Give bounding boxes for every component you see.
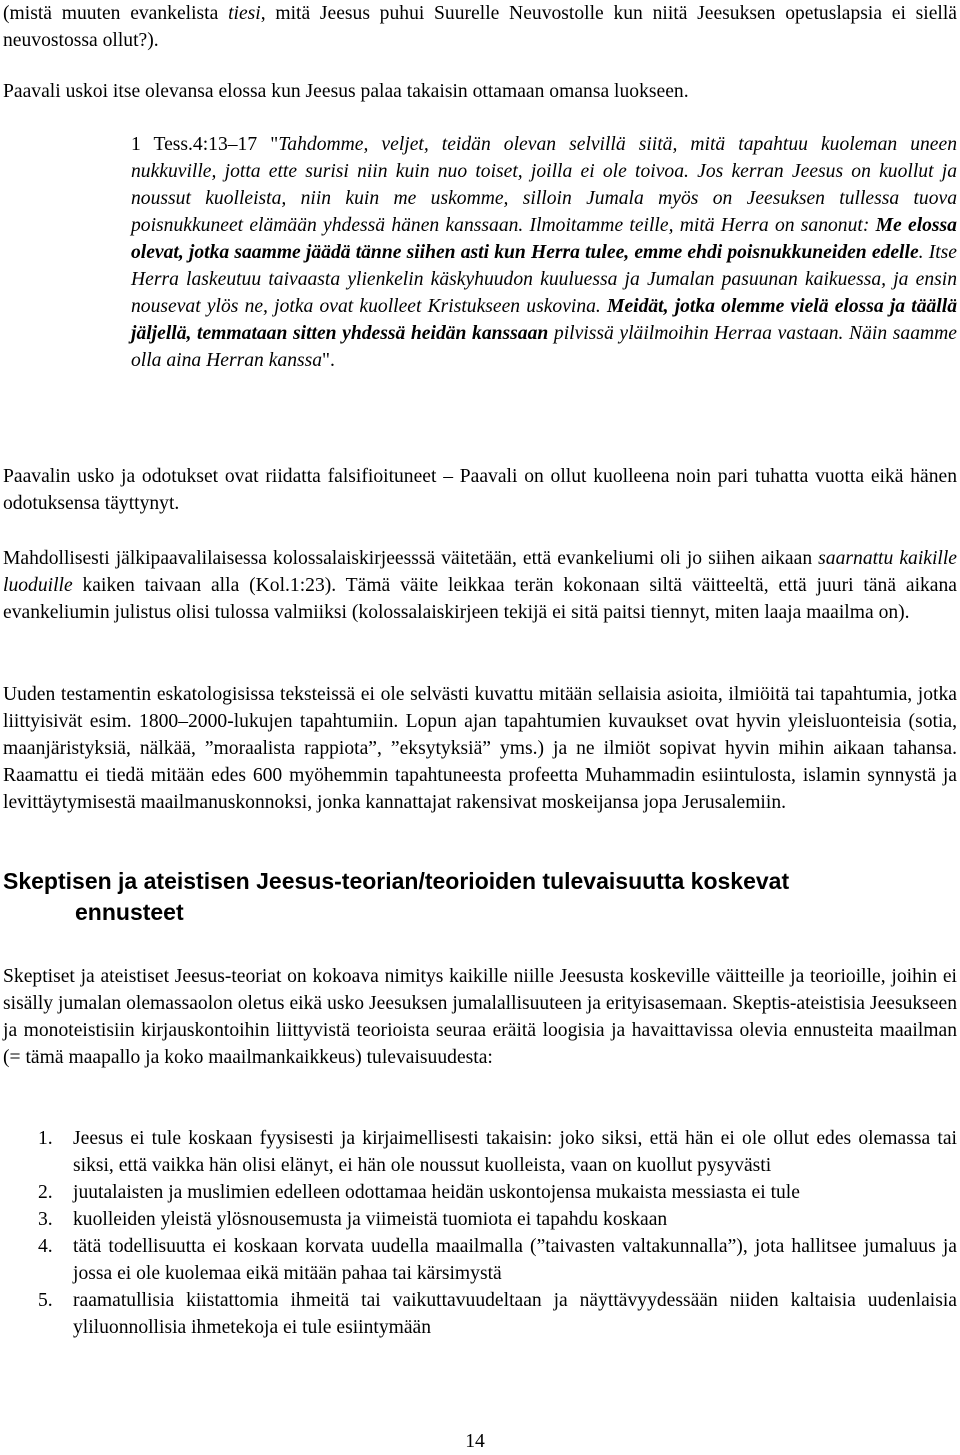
quote-emphasis: Meidät, jotka olemme vielä elossa ja täällä jäljellä, temmataan sitten yhdessä heidän kanssaan: [131, 296, 957, 344]
quote-text: pilvissä yläilmoihin Herraa vastaan. Näin saamme olla aina Herran kanssa: [131, 323, 957, 371]
text-run: , mitä Jeesus puhui Suurelle Neuvostolle kun niitä Jeesuksen opetuslapsia ei siellä neuvostossa ollut?).: [3, 3, 957, 51]
quote-text: . Itse Herra laskeutuu taivaasta ylienkelin käskyhuudon kuuluessa ja Jumalan pasuunan kaikuessa, ja ensin nousevat ylös ne, jotka ovat kuolleet Kristukseen uskovina.: [131, 242, 957, 317]
text-run: kaiken taivaan alla (Kol.1:23). Tämä väite leikkaa terän kokonaan siltä väitteeltä, että juuri tänä aikana evankeliumin julistus olisi tulossa valmiiksi (kolossalaiskirjeen tekijä ei sitä paitsi tiennyt, miten laaja maailma on).: [3, 575, 957, 623]
text-run: Mahdollisesti jälkipaavalilaisessa kolossalaiskirjeesssä väitetään, että evankeliumi oli jo siihen aikaan: [3, 548, 819, 569]
heading-line: Skeptisen ja ateistisen Jeesus-teorian/teorioiden tulevaisuutta koskevat: [3, 868, 790, 894]
list-item: [38, 1179, 957, 1206]
quote-close: ".: [322, 350, 335, 371]
list-text: tätä todellisuutta ei koskaan korvata uudella maailmalla (”taivasten valtakunnalla”), jota hallitsee jumaluus ja jossa ei ole kuolemaa eikä mitään pahaa tai kärsimystä: [73, 1236, 957, 1284]
section-heading: [3, 866, 943, 928]
paragraph-skeptic-theories: Skeptiset ja ateistiset Jeesus-teoriat on kokoava nimitys kaikille niille Jeesusta koskeville väitteille ja teorioille, joihin ei sisälly jumalan olemassaolon oletus eikä usko Jeesuksen jumalallisuuteen ja erityisasemaan. Skeptis-ateistisia Jeesukseen ja monoteistisiin kirjauskontoihin liittyvistä teorioista seuraa eräitä loogisia ja havaittavissa olevia ennusteita maailman (= tämä maapallo ja koko maailmankaikkeus) tulevaisuudesta:: [3, 966, 957, 1068]
predictions-list: [38, 1125, 957, 1341]
list-item: [38, 1206, 957, 1233]
quote-emphasis: Me elossa olevat, jotka saamme jäädä tänne siihen asti kun Herra tulee, emme ehdi poisnukkuneiden edelle: [131, 215, 957, 263]
paragraph-eschatology: Uuden testamentin eskatologisissa teksteissä ei ole selvästi kuvattu mitään sellaisia asioita, ilmiöitä tai tapahtumia, jotka liittyisivät esim. 1800–2000-lukujen tapahtumiin. Lopun ajan tapahtumien kuvaukset ovat hyvin yleisluonteisia (sotia, maanjäristyksiä, nälkää, ”moraalista rappiota”, ”eksytyksiä” yms.) ja ne ilmiöt sopivat hyvin mihin aikaan tahansa. Raamattu ei tiedä mitään edes 600 myöhemmin tapahtuneesta profeetta Muhammadin esiintulosta, islamin synnystä ja levittäytymisestä maailmanuskonnoksi, jonka kannattajat rakensivat moskeijansa jopa Jerusalemiin.: [3, 684, 957, 813]
paragraph-colossians: [3, 545, 957, 626]
text-run-italic: saarnattu kaikille luoduille: [3, 548, 958, 596]
list-text: kuolleiden yleistä ylösnousemusta ja viimeistä tuomiota ei tapahdu koskaan: [73, 1209, 668, 1230]
list-item: [38, 1287, 957, 1341]
list-number: 3.: [38, 1209, 53, 1230]
text-run-italic: tiesi: [228, 3, 261, 24]
paragraph-falsified: Paavalin usko ja odotukset ovat riidatta falsifioituneet – Paavali on ollut kuolleena noin pari tuhatta vuotta eikä hänen odotuksensa täyttynyt.: [3, 466, 957, 514]
text-run: (mistä muuten evankelista: [3, 3, 229, 24]
list-text: raamatullisia kiistattomia ihmeitä tai vaikuttavuudeltaan ja näyttävyydessään niiden kaltaisia uudenlaisia yliluonnollisia ihmetekoja ei tule esiintymään: [73, 1290, 957, 1338]
scripture-quote: [131, 131, 957, 374]
list-text: juutalaisten ja muslimien edelleen odottamaa heidän uskontojensa mukaista messiasta ei tule: [73, 1182, 800, 1203]
quote-reference: 1 Tess.4:13–17 ": [131, 134, 279, 155]
quote-text: Tahdomme, veljet, teidän olevan selvillä siitä, mitä tapahtuu kuoleman uneen nukkuville, jotta ette surisi niin kuin nuo toiset, joilla ei ole toivoa. Jos kerran Jeesus on kuollut ja noussut kuolleista, niin kuin me uskomme, silloin Jumala myös on Jeesuksen tullessa tuova poisnukkuneet elämään yhdessä hänen kanssaan. Ilmoitamme teille, mitä Herra on sanonut:: [131, 134, 957, 236]
heading-line: ennusteet: [75, 899, 184, 925]
paragraph-paavali: Paavali uskoi itse olevansa elossa kun Jeesus palaa takaisin ottamaan omansa luokseen.: [3, 81, 689, 102]
list-number: 4.: [38, 1236, 53, 1257]
list-item: [38, 1233, 957, 1287]
list-number: 5.: [38, 1290, 53, 1311]
paragraph-intro: [3, 0, 957, 54]
list-number: 2.: [38, 1182, 53, 1203]
list-text: Jeesus ei tule koskaan fyysisesti ja kirjaimellisesti takaisin: joko siksi, että hän ei ole ollut edes olemassa tai siksi, että vaikka hän olisi elänyt, ei hän ole noussut kuolleista, vaan on kuollut pysyvästi: [73, 1128, 957, 1176]
list-number: 1.: [38, 1128, 53, 1149]
page-number: 14: [465, 1431, 485, 1452]
list-item: [38, 1125, 957, 1179]
